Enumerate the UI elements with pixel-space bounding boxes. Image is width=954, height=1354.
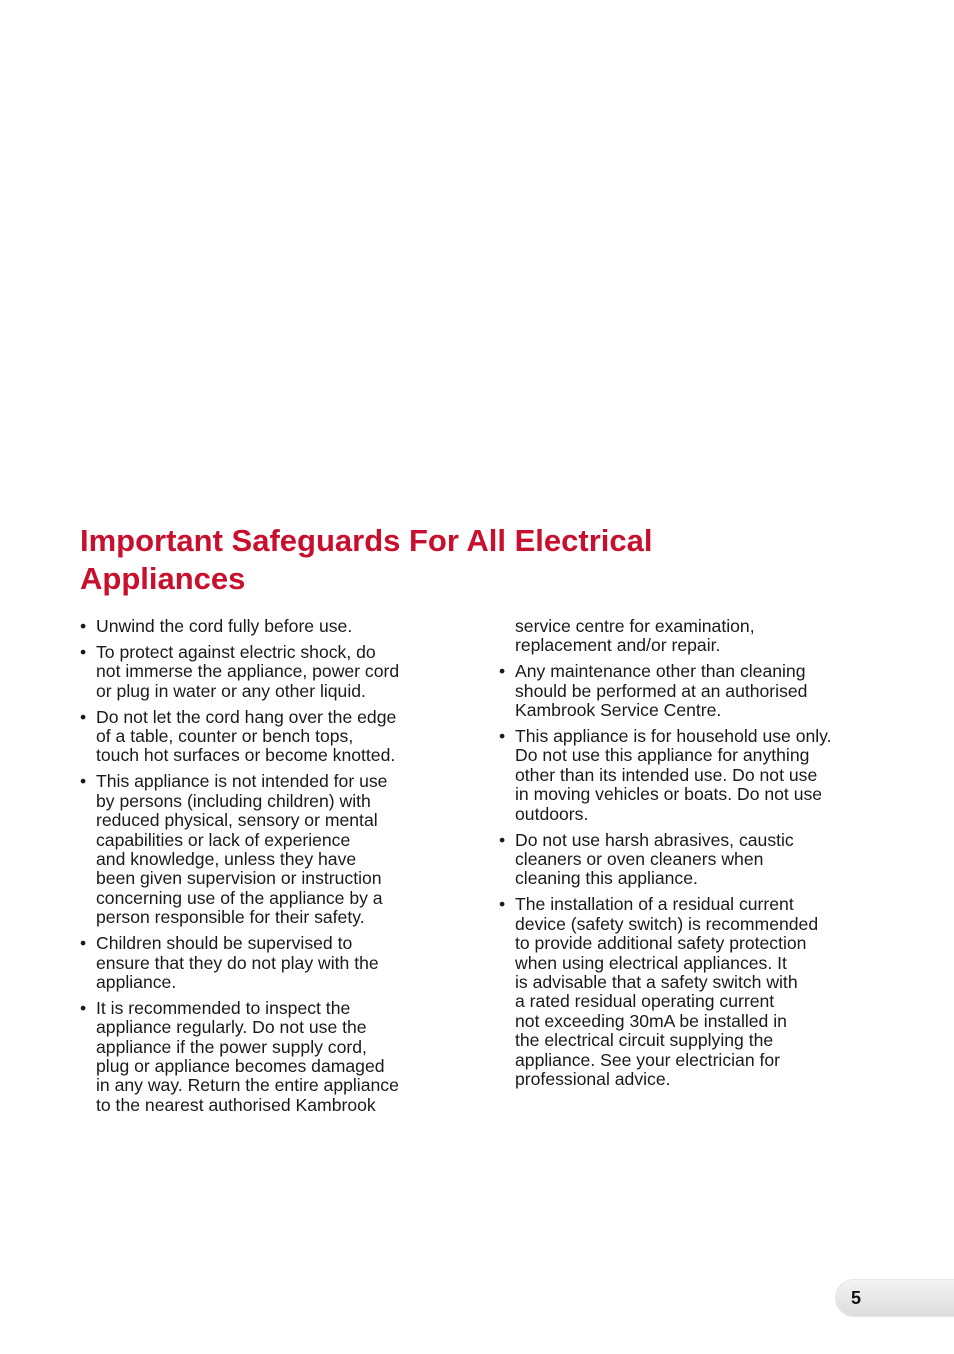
safeguard-text-line: capabilities or lack of experience bbox=[96, 829, 351, 850]
bullet-point: • bbox=[499, 726, 506, 747]
safeguard-text-line: Children should be supervised to bbox=[96, 933, 353, 954]
safeguard-text-line: touch hot surfaces or become knotted. bbox=[96, 745, 396, 766]
safeguard-text-line: reduced physical, sensory or mental bbox=[96, 810, 378, 831]
safeguard-text-line: This appliance is not intended for use bbox=[96, 771, 388, 792]
safeguard-text-line: Any maintenance other than cleaning bbox=[515, 661, 806, 682]
safeguard-text-line: been given supervision or instruction bbox=[96, 868, 382, 889]
safeguard-list-item bbox=[499, 831, 889, 889]
safeguard-text-line: when using electrical appliances. It bbox=[515, 952, 787, 973]
safeguard-text-line: Kambrook Service Centre. bbox=[515, 700, 722, 721]
safeguard-text-line: The installation of a residual current bbox=[515, 894, 794, 915]
safeguard-text-line: concerning use of the appliance by a bbox=[96, 887, 383, 908]
safeguard-text-line: This appliance is for household use only. bbox=[515, 726, 832, 747]
safeguard-text-line: professional advice. bbox=[515, 1068, 671, 1089]
bullet-point: • bbox=[499, 829, 506, 850]
safeguard-list-item bbox=[499, 617, 889, 656]
safeguards-list-right-column bbox=[499, 617, 889, 1096]
bullet-point: • bbox=[80, 933, 87, 954]
safeguard-text-line: to the nearest authorised Kambrook bbox=[96, 1094, 376, 1115]
safeguard-list-item bbox=[80, 708, 470, 766]
safeguard-text-line: and knowledge, unless they have bbox=[96, 848, 357, 869]
bullet-point: • bbox=[499, 894, 506, 915]
safeguard-list-item bbox=[499, 662, 889, 720]
page-number-tab bbox=[835, 1279, 954, 1317]
safeguard-text-line: cleaning this appliance. bbox=[515, 868, 698, 889]
safeguard-list-item bbox=[80, 934, 470, 992]
safeguard-text-line: Do not let the cord hang over the edge bbox=[96, 706, 397, 727]
safeguard-text-line: ensure that they do not play with the bbox=[96, 952, 379, 973]
safeguards-list-left-column bbox=[80, 617, 470, 1122]
safeguard-text-line: cleaners or oven cleaners when bbox=[515, 848, 764, 869]
safeguard-text-line: Do not use harsh abrasives, caustic bbox=[515, 829, 794, 850]
safeguard-text-line: To protect against electric shock, do bbox=[96, 641, 376, 662]
bullet-point: • bbox=[80, 997, 87, 1018]
safeguard-text-line: to provide additional safety protection bbox=[515, 933, 807, 954]
safeguard-text-line: service centre for examination, bbox=[515, 616, 755, 636]
safeguard-list-item bbox=[80, 617, 470, 636]
safeguard-list-item bbox=[80, 643, 470, 701]
page-title bbox=[80, 522, 880, 598]
safeguard-text-line: device (safety switch) is recommended bbox=[515, 913, 819, 934]
safeguard-text-line: in moving vehicles or boats. Do not use bbox=[515, 784, 823, 805]
safeguard-text-line: should be performed at an authorised bbox=[515, 680, 808, 701]
safeguard-list-item bbox=[80, 999, 470, 1115]
safeguard-text-line: by persons (including children) with bbox=[96, 790, 371, 811]
safeguard-text-line: appliance. bbox=[96, 971, 177, 992]
safeguard-text-line: Do not use this appliance for anything bbox=[515, 745, 810, 766]
bullet-point: • bbox=[80, 771, 87, 792]
safeguard-text-line: replacement and/or repair. bbox=[515, 635, 721, 656]
safeguard-text-line: other than its intended use. Do not use bbox=[515, 764, 818, 785]
safeguard-list-item bbox=[499, 895, 889, 1089]
bullet-point: • bbox=[80, 706, 87, 727]
safeguard-text-line: appliance if the power supply cord, bbox=[96, 1036, 367, 1057]
safeguard-text-line: or plug in water or any other liquid. bbox=[96, 680, 366, 701]
safeguard-text-line: outdoors. bbox=[515, 803, 589, 824]
bullet-point: • bbox=[80, 616, 87, 636]
safeguard-text-line: the electrical circuit supplying the bbox=[515, 1030, 774, 1051]
bullet-point: • bbox=[499, 661, 506, 682]
safeguard-text-line: in any way. Return the entire appliance bbox=[96, 1075, 399, 1096]
safeguard-text-line: plug or appliance becomes damaged bbox=[96, 1056, 385, 1077]
safeguard-list-item bbox=[80, 772, 470, 927]
safeguard-text-line: appliance. See your electrician for bbox=[515, 1049, 781, 1070]
safeguard-text-line: appliance regularly. Do not use the bbox=[96, 1017, 367, 1038]
page-title-line-2: Appliances bbox=[80, 561, 246, 596]
bullet-point: • bbox=[80, 641, 87, 662]
safeguard-text-line: a rated residual operating current bbox=[515, 991, 775, 1012]
safeguard-text-line: person responsible for their safety. bbox=[96, 907, 365, 928]
safeguard-text-line: is advisable that a safety switch with bbox=[515, 971, 798, 992]
safeguard-text-line: of a table, counter or bench tops, bbox=[96, 726, 354, 747]
safeguard-text-line: It is recommended to inspect the bbox=[96, 997, 351, 1018]
safeguard-text-line: Unwind the cord fully before use. bbox=[96, 616, 353, 636]
page-title-line-1: Important Safeguards For All Electrical bbox=[80, 523, 653, 558]
page-number: 5 bbox=[851, 1288, 862, 1308]
safeguard-text-line: not immerse the appliance, power cord bbox=[96, 661, 400, 682]
safeguard-list-item bbox=[499, 727, 889, 824]
safeguard-text-line: not exceeding 30mA be installed in bbox=[515, 1010, 787, 1031]
